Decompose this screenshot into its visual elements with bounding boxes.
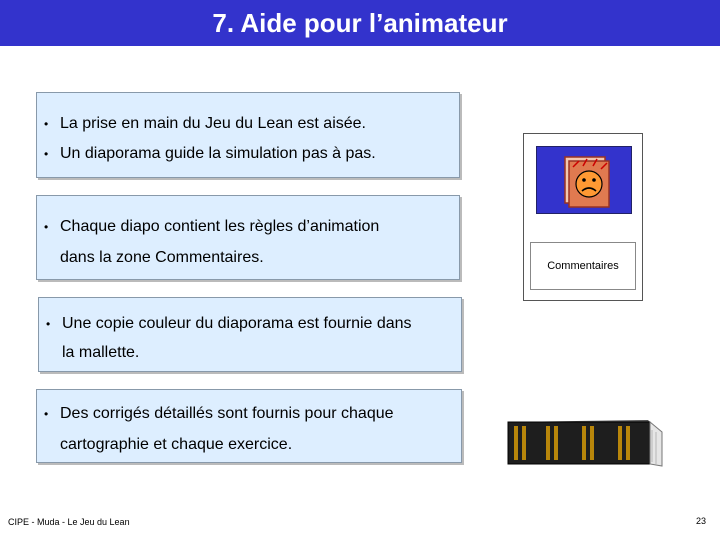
footer-text: CIPE - Muda - Le Jeu du Lean xyxy=(8,517,130,527)
bullet-text: cartographie et chaque exercice. xyxy=(60,436,293,453)
bullet-text: La prise en main du Jeu du Lean est aisée. xyxy=(60,115,366,132)
slide-title: 7. Aide pour l’animateur xyxy=(212,7,508,38)
bullet-dot: • xyxy=(44,220,49,234)
bullet-item-cont xyxy=(46,333,139,373)
page-number: 23 xyxy=(695,516,706,526)
bullet-dot: • xyxy=(46,317,51,331)
slide-thumbnail xyxy=(536,146,632,214)
comments-area: Commentaires xyxy=(530,242,636,290)
bullet-item-cont xyxy=(44,238,264,278)
bullet-item-cont xyxy=(44,425,292,465)
bullet-text: Des corrigés détaillés sont fournis pour chaque xyxy=(60,405,394,422)
bullet-dot: • xyxy=(44,147,49,161)
bullet-text: Chaque diapo contient les règles d’animation xyxy=(60,218,380,235)
sad-face-card-icon xyxy=(537,147,633,215)
book-icon xyxy=(500,410,670,477)
bullet-text: Une copie couleur du diaporama est fournie dans xyxy=(62,315,412,332)
bullet-text: la mallette. xyxy=(62,344,140,361)
bullet-dot: • xyxy=(44,117,49,131)
title-bar xyxy=(0,0,720,46)
slide-thumbnail-frame xyxy=(523,133,643,301)
bullet-dot: • xyxy=(44,407,49,421)
bullet-text: dans la zone Commentaires. xyxy=(60,249,264,266)
bullet-text: Un diaporama guide la simulation pas à pas. xyxy=(60,145,376,162)
bullet-item xyxy=(44,134,376,174)
